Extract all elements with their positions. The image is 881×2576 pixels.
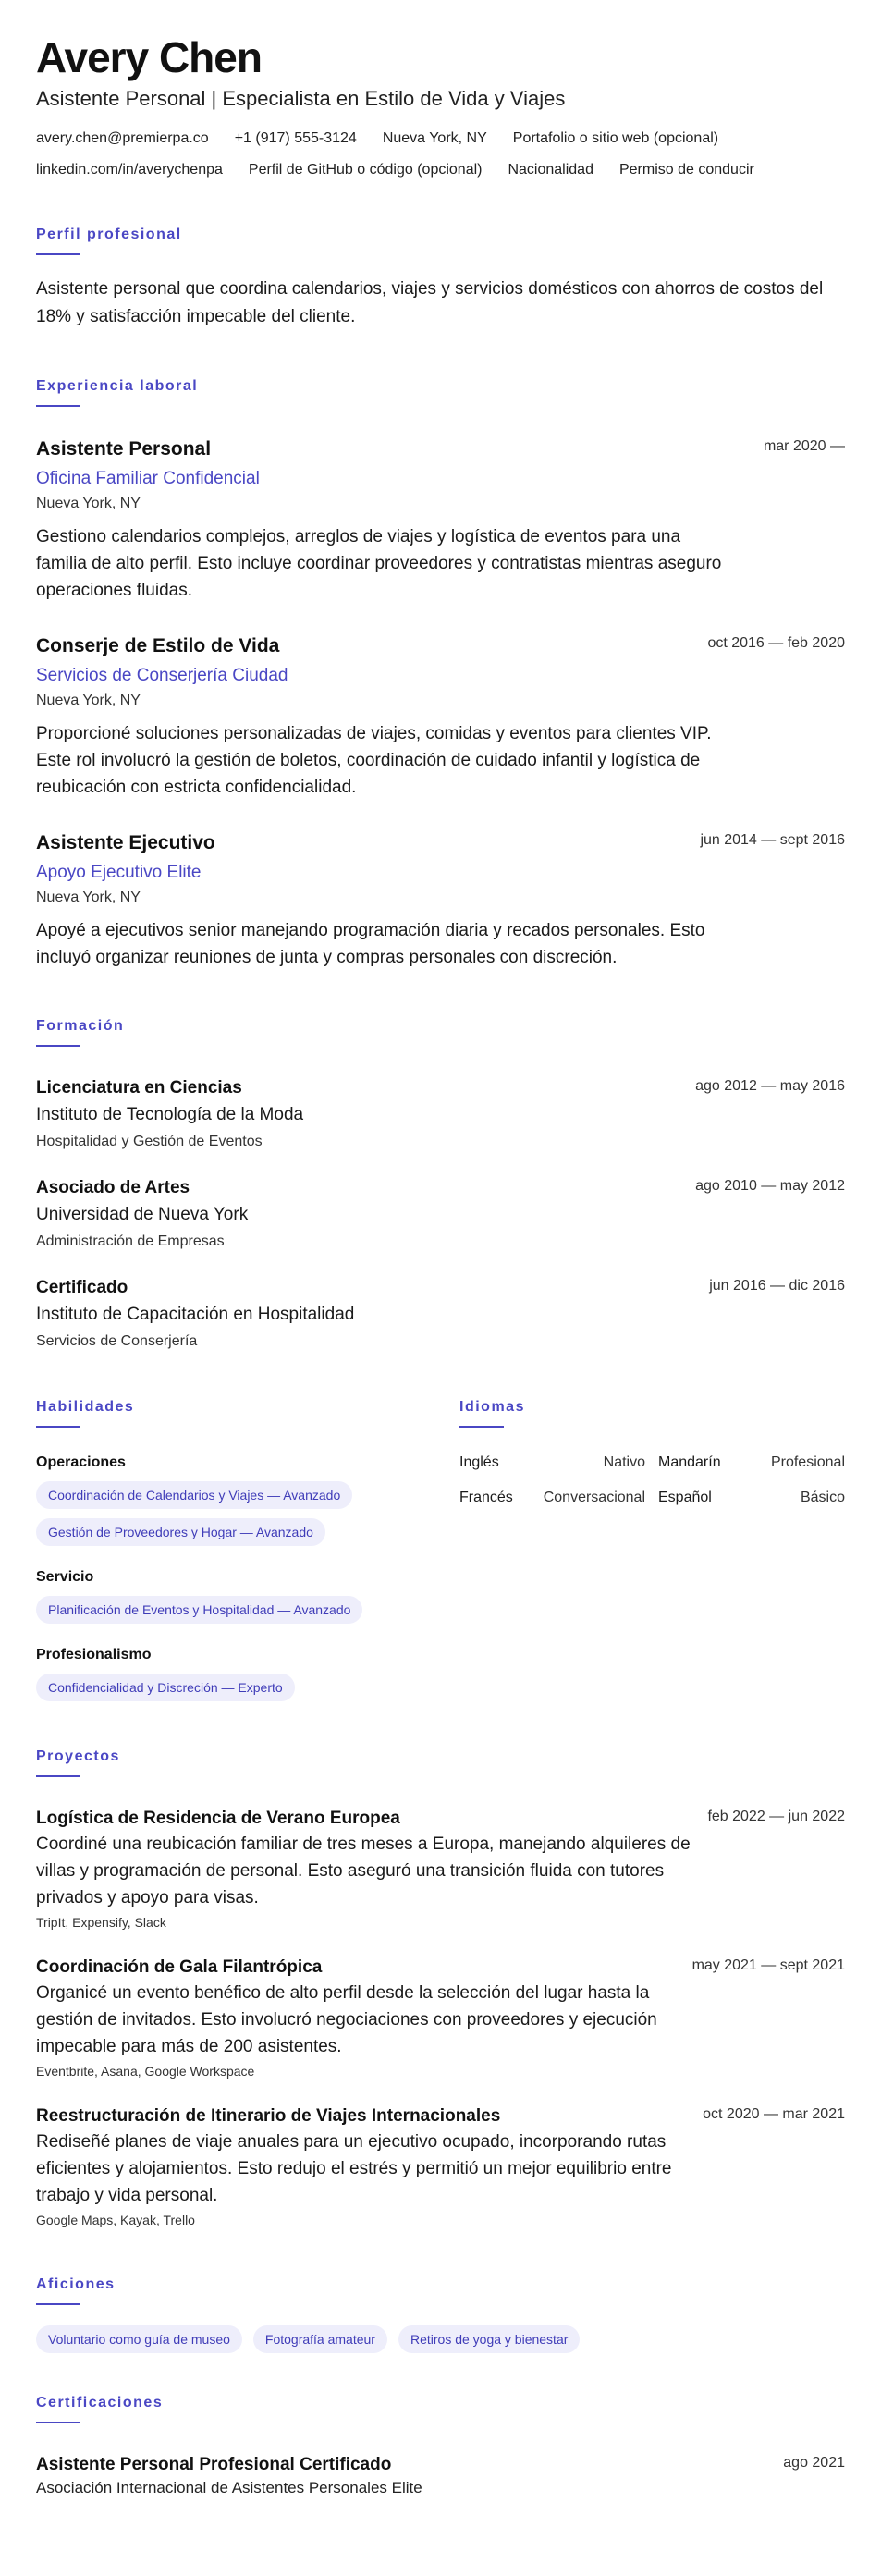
- entry-dates: ago 2010 — may 2012: [695, 1178, 845, 1194]
- section-title: Proyectos: [36, 1748, 120, 1764]
- education-entry: [36, 1276, 845, 1352]
- contact-email[interactable]: avery.chen@premierpa.co: [36, 130, 209, 146]
- project-description: Coordiné una reubicación familiar de tres meses a Europa, manejando alquileres de villas y programación de personal. Esto aseguró una transición fluida con tutores privados y apoyo para visas.: [36, 1834, 691, 1907]
- skill-group: [36, 1454, 459, 1546]
- company-name: Servicios de Conserjería Ciudad: [36, 666, 288, 685]
- education-section: [36, 1017, 845, 1352]
- entry-dates: ago 2012 — may 2016: [695, 1078, 845, 1094]
- section-divider: [36, 1775, 80, 1777]
- degree: Asociado de Artes: [36, 1178, 190, 1197]
- contact-row-2: [36, 161, 845, 179]
- language-level: Nativo: [603, 1454, 645, 1470]
- skills-languages-row: [36, 1398, 845, 1701]
- job-title: Asistente Ejecutivo: [36, 832, 215, 853]
- contact-driving-license: Permiso de conducir: [618, 162, 754, 178]
- language-item: [658, 1454, 845, 1472]
- company-name: Apoyo Ejecutivo Elite: [36, 863, 202, 882]
- project-name: Coordinación de Gala Filantrópica: [36, 1957, 323, 1977]
- skill-chips: [36, 1472, 459, 1546]
- project-name: Reestructuración de Itinerario de Viajes Internacionales: [36, 2106, 501, 2126]
- section-divider: [36, 1045, 80, 1047]
- entry-dates: feb 2022 — jun 2022: [707, 1809, 845, 1824]
- experience-section: [36, 377, 845, 971]
- skill-group-title: Servicio: [36, 1569, 94, 1585]
- section-title: Certificaciones: [36, 2395, 164, 2410]
- hobby-chips: [36, 2325, 845, 2353]
- experience-entry: [36, 633, 845, 801]
- entry-dates: may 2021 — sept 2021: [691, 1957, 845, 1973]
- language-name: Mandarín: [658, 1454, 721, 1470]
- job-location: Nueva York, NY: [36, 693, 141, 708]
- language-item: [459, 1454, 658, 1472]
- profile-section: [36, 226, 845, 331]
- project-entry: [36, 2104, 845, 2229]
- language-level: Conversacional: [543, 1490, 645, 1505]
- resume-header: [36, 31, 845, 179]
- contact-nationality: Nacionalidad: [508, 162, 593, 178]
- hobbies-section: [36, 2275, 845, 2353]
- language-level: Básico: [800, 1490, 845, 1505]
- job-location: Nueva York, NY: [36, 889, 141, 905]
- education-entry: [36, 1176, 845, 1252]
- language-item: [658, 1489, 845, 1507]
- section-divider: [36, 253, 80, 255]
- certification-name: Asistente Personal Profesional Certificado: [36, 2455, 392, 2474]
- project-name: Logística de Residencia de Verano Europea: [36, 1809, 400, 1828]
- project-entry: [36, 1807, 845, 1932]
- field-of-study: Servicios de Conserjería: [36, 1333, 198, 1349]
- school-name: Universidad de Nueva York: [36, 1205, 249, 1224]
- skills-section: [36, 1398, 459, 1701]
- job-title: Asistente Personal: [36, 438, 212, 460]
- certification-issuer: Asociación Internacional de Asistentes Personales Elite: [36, 2479, 422, 2496]
- section-divider: [36, 405, 80, 407]
- skill-group: [36, 1646, 459, 1701]
- section-title: Habilidades: [36, 1399, 135, 1415]
- certifications-section: [36, 2394, 845, 2499]
- contact-linkedin[interactable]: linkedin.com/in/averychenpa: [36, 162, 223, 178]
- job-title: Conserje de Estilo de Vida: [36, 635, 280, 656]
- project-description: Organicé un evento benéfico de alto perfil desde la selección del lugar hasta la gestión de invitados. Esto involucró negociaciones con proveedores y ejecución impecable para más de 200 asistentes.: [36, 1983, 657, 2056]
- skill-chips: [36, 1587, 459, 1624]
- experience-entry: [36, 830, 845, 971]
- skill-chip: Planificación de Eventos y Hospitalidad — Avanzado: [36, 1596, 362, 1624]
- entry-dates: jun 2016 — dic 2016: [709, 1278, 845, 1294]
- project-entry: [36, 1956, 845, 2080]
- skill-chip: Coordinación de Calendarios y Viajes — Avanzado: [36, 1481, 352, 1509]
- company-name: Oficina Familiar Confidencial: [36, 469, 260, 488]
- language-item: [459, 1489, 658, 1507]
- section-title: Aficiones: [36, 2276, 116, 2292]
- skill-chip: Gestión de Proveedores y Hogar — Avanzado: [36, 1518, 325, 1546]
- entry-dates: ago 2021: [783, 2455, 845, 2471]
- entry-dates: oct 2016 — feb 2020: [707, 635, 845, 651]
- hobby-chip: Retiros de yoga y bienestar: [398, 2325, 580, 2353]
- section-divider: [459, 1426, 504, 1428]
- section-title: Perfil profesional: [36, 227, 182, 242]
- job-description: Proporcioné soluciones personalizadas de viajes, comidas y eventos para clientes VIP. Este rol involucró la gestión de boletos, coordinación de cuidado infantil y logística de reubicación con estricta confidencialidad.: [36, 724, 712, 797]
- job-description: Gestiono calendarios complejos, arreglos de viajes y logística de eventos para una familia de alto perfil. Esto incluye coordinar proveedores y contratistas mientras aseguro operaciones fluidas.: [36, 527, 722, 600]
- candidate-headline: Asistente Personal | Especialista en Estilo de Vida y Viajes: [36, 87, 566, 110]
- candidate-name: Avery Chen: [36, 33, 262, 81]
- profile-summary: Asistente personal que coordina calendarios, viajes y servicios domésticos con ahorros de costos del 18% y satisfacción impecable del cliente.: [36, 279, 824, 326]
- degree: Certificado: [36, 1278, 128, 1297]
- field-of-study: Hospitalidad y Gestión de Eventos: [36, 1134, 263, 1149]
- experience-entry: [36, 436, 845, 604]
- section-divider: [36, 2303, 80, 2305]
- contact-phone[interactable]: +1 (917) 555-3124: [234, 130, 357, 146]
- hobby-chip: Voluntario como guía de museo: [36, 2325, 242, 2353]
- language-name: Español: [658, 1490, 712, 1505]
- hobby-chip: Fotografía amateur: [253, 2325, 387, 2353]
- job-description: Apoyé a ejecutivos senior manejando programación diaria y recados personales. Esto incluyó organizar reuniones de junta y compras personales con discreción.: [36, 921, 705, 967]
- languages-section: [459, 1398, 845, 1701]
- school-name: Instituto de Tecnología de la Moda: [36, 1105, 304, 1124]
- skill-group: [36, 1568, 459, 1624]
- projects-section: [36, 1748, 845, 2229]
- skill-chip: Confidencialidad y Discreción — Experto: [36, 1674, 295, 1701]
- language-name: Francés: [459, 1490, 513, 1505]
- contact-row-1: [36, 129, 845, 148]
- project-description: Rediseñé planes de viaje anuales para un ejecutivo ocupado, incorporando rutas eficientes y alojamientos. Esto redujo el estrés y permitió un mejor equilibrio entre trabajo y vida personal.: [36, 2132, 672, 2205]
- job-location: Nueva York, NY: [36, 496, 141, 511]
- school-name: Instituto de Capacitación en Hospitalidad: [36, 1305, 355, 1324]
- skill-chips: [36, 1664, 459, 1701]
- section-title: Idiomas: [459, 1399, 525, 1415]
- project-tools: Eventbrite, Asana, Google Workspace: [36, 2064, 255, 2079]
- section-title: Formación: [36, 1018, 125, 1034]
- contact-location: Nueva York, NY: [382, 130, 487, 146]
- skill-group-title: Operaciones: [36, 1454, 126, 1470]
- skill-group-title: Profesionalismo: [36, 1647, 152, 1662]
- section-divider: [36, 2422, 80, 2423]
- contact-github[interactable]: Perfil de GitHub o código (opcional): [248, 162, 483, 178]
- degree: Licenciatura en Ciencias: [36, 1078, 242, 1098]
- languages-grid: [459, 1454, 845, 1507]
- certification-entry: [36, 2453, 845, 2499]
- section-title: Experiencia laboral: [36, 378, 199, 394]
- section-divider: [36, 1426, 80, 1428]
- project-tools: Google Maps, Kayak, Trello: [36, 2213, 195, 2227]
- entry-dates: oct 2020 — mar 2021: [703, 2106, 845, 2122]
- field-of-study: Administración de Empresas: [36, 1233, 225, 1249]
- language-name: Inglés: [459, 1454, 499, 1470]
- language-level: Profesional: [770, 1454, 845, 1470]
- project-tools: TripIt, Expensify, Slack: [36, 1915, 166, 1930]
- education-entry: [36, 1076, 845, 1152]
- entry-dates: mar 2020 —: [763, 438, 845, 454]
- contact-portfolio[interactable]: Portafolio o sitio web (opcional): [512, 130, 719, 146]
- entry-dates: jun 2014 — sept 2016: [700, 832, 845, 848]
